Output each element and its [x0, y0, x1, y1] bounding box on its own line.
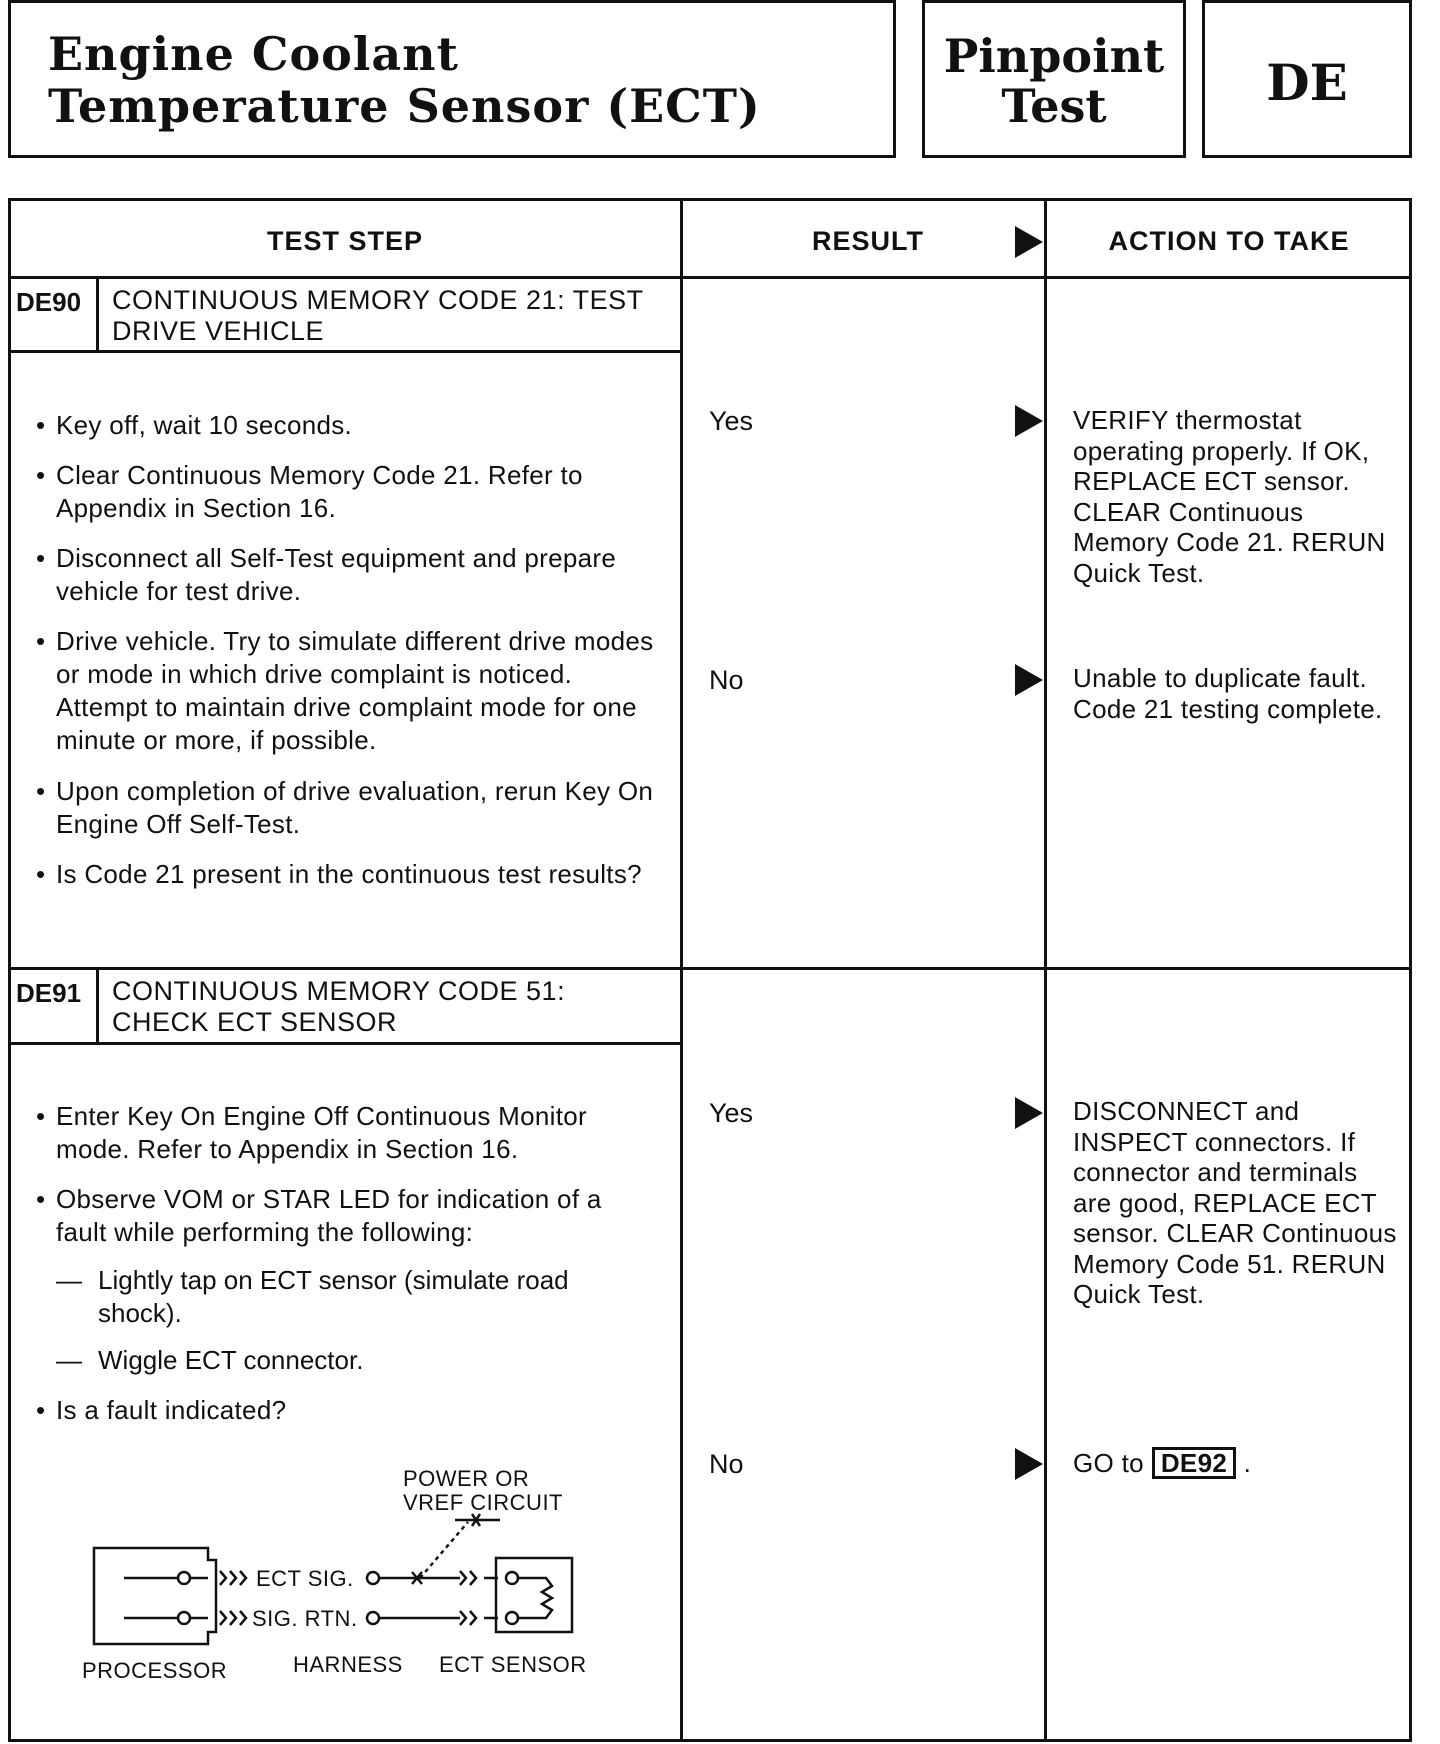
step-id: DE91 — [16, 978, 82, 1008]
step-title-line-2: DRIVE VEHICLE — [112, 316, 325, 346]
bullet-text: Observe VOM or STAR LED for indication of a fault while performing the following: — [56, 1184, 602, 1247]
list-item: • Observe VOM or STAR LED for indication of a fault while performing the following: — [36, 1183, 656, 1249]
action-text — [1073, 1447, 1403, 1479]
step-divider — [8, 967, 1412, 970]
step-id-divider — [96, 967, 99, 1042]
pin — [178, 1572, 190, 1584]
list-item: • Enter Key On Engine Off Continuous Monitor mode. Refer to Appendix in Section 16. — [36, 1100, 656, 1166]
list-item: — Wiggle ECT connector. — [56, 1344, 656, 1377]
sig-rtn-label: SIG. RTN. — [252, 1606, 358, 1631]
goto-suffix: . — [1243, 1448, 1252, 1478]
header-arrow-icon — [1015, 226, 1043, 258]
result-no: No — [709, 665, 744, 695]
short-path — [420, 1522, 468, 1578]
step-id: DE90 — [16, 287, 82, 317]
pinpoint-label — [925, 3, 1183, 131]
pinpoint-box — [922, 0, 1186, 158]
pinpoint-line-1: Pinpoint — [943, 29, 1165, 83]
processor-box — [94, 1548, 216, 1644]
col-header-action: ACTION TO TAKE — [1108, 226, 1350, 256]
processor-label: PROCESSOR — [82, 1658, 228, 1683]
list-item: • Is a fault indicated? — [36, 1394, 656, 1427]
list-item: • Disconnect all Self-Test equipment and prepare vehicle for test drive. — [36, 542, 656, 608]
result-yes: Yes — [709, 1098, 754, 1128]
action-text: VERIFY thermostat operating properly. If OK, REPLACE ECT sensor. CLEAR Continuous Memory Code 21. RERUN Quick Test. — [1073, 405, 1386, 588]
col-header-result: RESULT — [812, 226, 924, 256]
pin — [367, 1572, 379, 1584]
result-yes: Yes — [709, 406, 754, 436]
pin — [506, 1612, 518, 1624]
bullet-text: Clear Continuous Memory Code 21. Refer to Appendix in Section 16. — [56, 460, 583, 523]
power-line-1: POWER OR — [403, 1466, 530, 1491]
bullet-text: Disconnect all Self-Test equipment and prepare vehicle for test drive. — [56, 543, 617, 606]
connector-chevron — [220, 1611, 246, 1625]
bullet-text: Is a fault indicated? — [56, 1395, 287, 1425]
action-text: Unable to duplicate fault. Code 21 testing complete. — [1073, 663, 1383, 724]
page-title — [48, 28, 761, 132]
step-title — [112, 976, 672, 1038]
pin — [367, 1612, 379, 1624]
step-title-divider — [8, 1042, 683, 1045]
connector-chevron — [460, 1571, 476, 1585]
step-title-divider — [8, 350, 683, 353]
step-title — [112, 285, 672, 347]
step-title-line-1: CONTINUOUS MEMORY CODE 21: TEST — [112, 285, 644, 315]
bullet-text: Is Code 21 present in the continuous test results? — [56, 859, 642, 889]
result-no: No — [709, 1449, 744, 1479]
list-item: • Clear Continuous Memory Code 21. Refer to Appendix in Section 16. — [36, 459, 656, 525]
connector-chevron — [460, 1611, 476, 1625]
power-circuit-label — [403, 1467, 563, 1515]
bullet-text: Drive vehicle. Try to simulate different drive modes or mode in which drive complaint is noticed. Attempt to maintain drive complaint mode for one minute or more, if possible. — [56, 626, 654, 755]
code-box — [1202, 0, 1412, 158]
col-divider-1 — [680, 198, 683, 1742]
title-line-2: Temperature Sensor (ECT) — [48, 79, 761, 133]
list-item: • Drive vehicle. Try to simulate different drive modes or mode in which drive complaint is noticed. Attempt to maintain drive complaint mode for one minute or more, if possible. — [36, 625, 656, 757]
list-item: • Is Code 21 present in the continuous test results? — [36, 858, 656, 891]
test-code: DE — [1266, 53, 1348, 112]
ect-sig-label: ECT SIG. — [256, 1566, 354, 1591]
dash-text: Lightly tap on ECT sensor (simulate road shock). — [98, 1265, 569, 1328]
step-id-divider — [96, 276, 99, 350]
thermistor — [518, 1578, 552, 1618]
ect-sensor-label: ECT SENSOR — [439, 1652, 587, 1677]
connector-chevron — [220, 1571, 246, 1585]
pinpoint-line-2: Test — [1001, 79, 1107, 133]
bullet-text: Key off, wait 10 seconds. — [56, 410, 353, 440]
title-line-1: Engine Coolant — [48, 27, 459, 81]
col-header-test-step: TEST STEP — [266, 226, 424, 256]
col-divider-2 — [1044, 198, 1047, 1742]
pin — [506, 1572, 518, 1584]
goto-prefix: GO to — [1073, 1448, 1144, 1478]
dash-text: Wiggle ECT connector. — [98, 1345, 364, 1375]
pin — [178, 1612, 190, 1624]
list-item: • Key off, wait 10 seconds. — [36, 409, 656, 442]
action-text: DISCONNECT and INSPECT connectors. If connector and terminals are good, REPLACE ECT sensor. CLEAR Continuous Memory Code 51. RERUN Quick Test. — [1073, 1096, 1397, 1309]
result-arrow-icon — [1015, 1448, 1043, 1480]
harness-label: HARNESS — [293, 1652, 403, 1677]
result-arrow-icon — [1015, 1097, 1043, 1129]
step-title-line-2: CHECK ECT SENSOR — [112, 1007, 398, 1037]
list-item: • Upon completion of drive evaluation, rerun Key On Engine Off Self-Test. — [36, 775, 656, 841]
result-arrow-icon — [1015, 405, 1043, 437]
bullet-text: Upon completion of drive evaluation, rerun Key On Engine Off Self-Test. — [56, 776, 654, 839]
bullet-text: Enter Key On Engine Off Continuous Monitor mode. Refer to Appendix in Section 16. — [56, 1101, 587, 1164]
power-line-2: VREF CIRCUIT — [403, 1490, 563, 1515]
goto-de92-link[interactable]: DE92 — [1152, 1447, 1236, 1479]
list-item: — Lightly tap on ECT sensor (simulate road shock). — [56, 1264, 656, 1330]
step-title-line-1: CONTINUOUS MEMORY CODE 51: — [112, 976, 566, 1006]
header-divider — [8, 276, 1412, 279]
result-arrow-icon — [1015, 664, 1043, 696]
